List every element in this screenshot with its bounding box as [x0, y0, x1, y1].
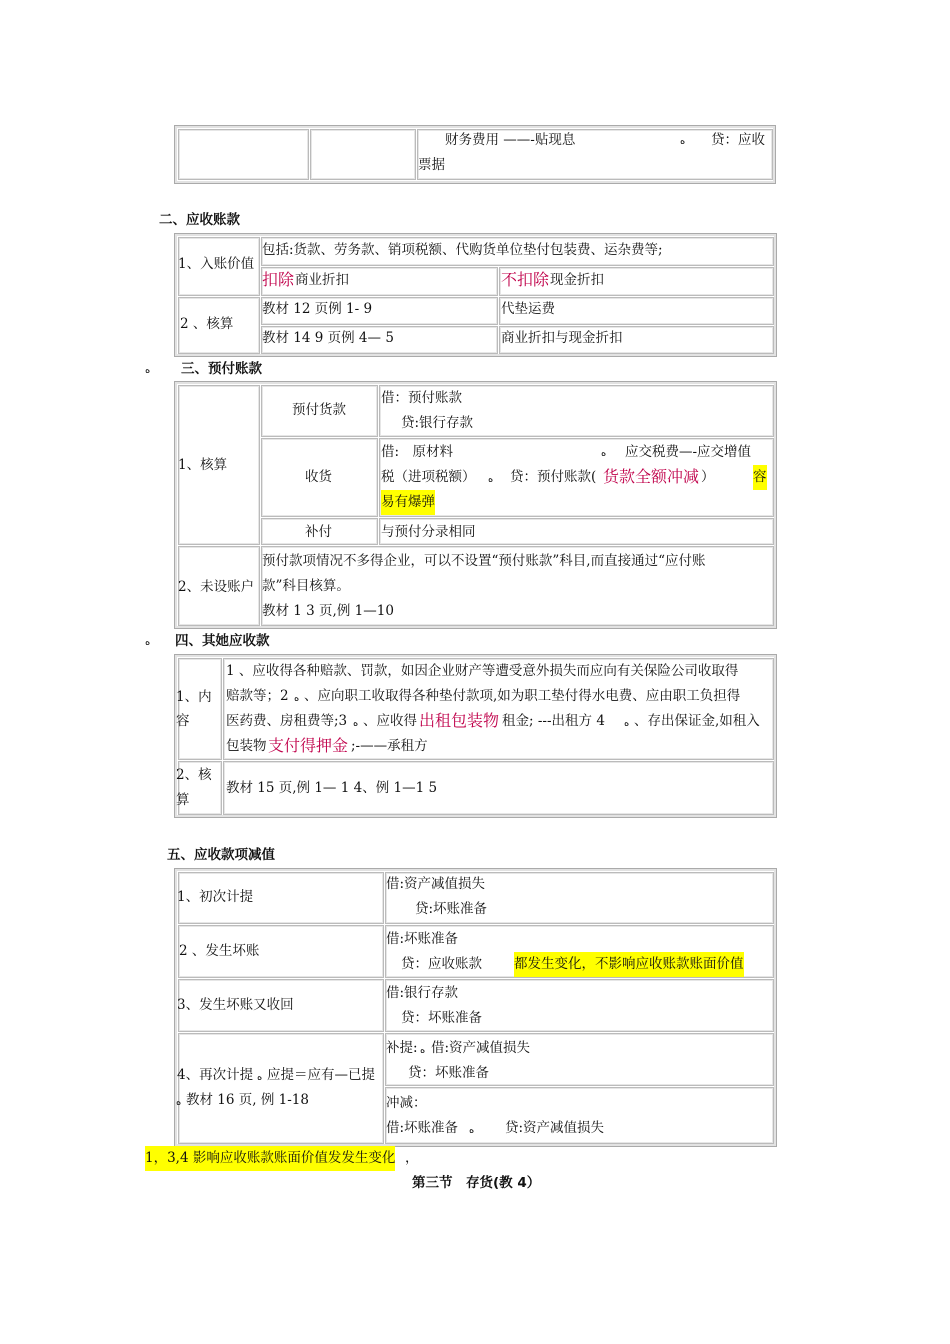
sec2-r2c: 教材 14 9 页例 4— 5 — [262, 330, 394, 346]
sec4-r1-label-2: 容 — [176, 713, 190, 729]
sec5-r1-l2: 贷:坏账准备 — [415, 901, 488, 917]
sec2-r1-text: 包括:货款、劳务款、销项税额、代购货单位垫付包装费、运杂费等; — [262, 242, 663, 258]
sec5-r4a-l1a: 补提: — [386, 1040, 418, 1056]
sec2-r2b: 代垫运费 — [501, 301, 555, 317]
sec4-r2-label-1: 2、核 — [176, 767, 212, 783]
sec5-r1-l1: 借:资产减值损失 — [386, 876, 486, 892]
top-line1-right: 贷：应收 — [711, 132, 765, 148]
sec5-r4a-l2: 贷：坏账准备 — [408, 1065, 489, 1081]
sec3-heading: 三、预付账款 — [181, 361, 262, 377]
sec5-r4b-l1: 冲减： — [386, 1095, 427, 1111]
sec3-a-line1: 借：预付账款 — [381, 390, 462, 406]
sec5-r4b-l2a: 借:坏账准备 — [386, 1120, 459, 1136]
sec2-r1-label: 1、入账价值 — [178, 256, 255, 272]
sec4-r1-l1: 1 、应收得各种赔款、罚款，如因企业财产等遭受意外损失而应向有关保险公司收取得 — [226, 663, 739, 679]
sec3-b-line1-left: 借: 原材料 — [381, 444, 454, 460]
sec4-r1-l4: 包装物 — [226, 738, 267, 754]
bullet-icon: ﻩ — [145, 637, 151, 648]
bullet-icon: ﻩ — [488, 474, 494, 485]
sec5-r1-label: 1、初次计提 — [177, 889, 254, 905]
sec5-r2-l2: 贷：应收账款 — [401, 956, 482, 972]
sec3-b-line2-b: 贷：预付账款( — [510, 469, 597, 485]
top-cell-2 — [310, 129, 416, 180]
sec5-r3-l2: 贷：坏账准备 — [401, 1010, 482, 1026]
sec3-b-line2-red: 货款全额冲减 — [603, 467, 700, 486]
bullet-icon: ﻩ — [176, 1097, 182, 1108]
sec3-b-line1-right: 应交税费—-应交增值 — [625, 444, 752, 460]
sec5-r4-label-1: 4、再次计提 — [177, 1067, 254, 1083]
sec4-r2-text: 教材 15 页,例 1— 1 4、例 1—1 5 — [226, 780, 438, 796]
sec3-r2-line2: 款”科目核算。 — [262, 578, 350, 594]
sec5-r4b-l2b: 贷:资产减值损失 — [505, 1120, 605, 1136]
sec5-r4-label-1b: 应提＝应有—已提 — [267, 1067, 375, 1083]
sec3-c-label: 补付 — [305, 524, 332, 540]
sec5-r4-label-2: 教材 16 页, 例 1-18 — [186, 1092, 309, 1108]
bullet-icon: ﻩ — [353, 718, 359, 729]
bullet-icon: ﻩ — [145, 365, 151, 376]
sec3-b-highlight-1: 容 — [753, 465, 767, 490]
sec4-r1-label-1: 1、内 — [176, 689, 212, 705]
sec2-r1b-red: 扣除 — [262, 270, 295, 289]
bullet-icon: ﻩ — [601, 448, 607, 459]
sec4-heading: 四、其她应收款 — [175, 633, 270, 649]
footer-note-tail: ， — [405, 1150, 419, 1166]
sec2-r2d: 商业折扣与现金折扣 — [501, 330, 623, 346]
sec4-r1-l4-red: 支付得押金 — [268, 736, 349, 755]
sec4-r1-l3: 医药费、房租费等;3 — [226, 713, 348, 729]
sec4-r1-l3d: 、存出保证金,如租入 — [634, 713, 760, 729]
sec2-r2-label: 2 、核算 — [180, 316, 234, 332]
bullet-icon: ﻩ — [624, 718, 630, 729]
sec3-r1-label: 1、核算 — [178, 457, 228, 473]
sec2-r2a: 教材 12 页例 1- 9 — [262, 301, 373, 317]
sec5-r3-l1: 借:银行存款 — [386, 985, 459, 1001]
sec4-r1-l2: 赔款等；2 — [226, 688, 289, 704]
sec3-a-label: 预付货款 — [292, 402, 346, 418]
sec5-r2-l1: 借:坏账准备 — [386, 931, 459, 947]
sec3-a-line2: 贷:银行存款 — [401, 415, 474, 431]
sec4-r2-label-2: 算 — [176, 792, 190, 808]
sec3-b-line2-a: 税（进项税额） — [381, 469, 476, 485]
sec3-r2-line3: 教材 1 3 页,例 1—10 — [262, 603, 394, 619]
sec4-r1-l3-red: 出租包装物 — [419, 711, 500, 730]
bullet-icon: ﻩ — [294, 693, 300, 704]
bullet-icon: ﻩ — [469, 1125, 475, 1136]
sec5-r4a-l1b: 借:资产减值损失 — [431, 1040, 531, 1056]
sec5-r2-highlight: 都发生变化，不影响应收账款账面价值 — [514, 952, 744, 977]
sec5-r3-label: 3、发生坏账又收回 — [177, 997, 294, 1013]
sec5-heading: 五、应收款项减值 — [167, 847, 275, 863]
sec3-b-line2-c: ） — [701, 469, 715, 485]
sec2-r1c-red: 不扣除 — [501, 270, 550, 289]
sec3-b-highlight-2: 易有爆弹 — [381, 490, 435, 515]
footer-note: 1，3,4 影响应收账款账面价值发发生变化 — [145, 1146, 395, 1171]
top-line2: 票据 — [418, 157, 445, 173]
sec2-r1b-text: 商业折扣 — [295, 272, 349, 288]
sec3-c-text: 与预付分录相同 — [381, 524, 476, 540]
sec4-r1-l3b: 、应收得 — [363, 713, 417, 729]
top-cell-1 — [178, 129, 309, 180]
sec5-r2-label: 2 、发生坏账 — [179, 943, 260, 959]
bullet-icon: ﻩ — [420, 1045, 426, 1056]
sec2-r1c-text: 现金折扣 — [550, 272, 604, 288]
sec2-heading: 二、应收账款 — [159, 212, 240, 228]
sec4-r1-l4b: ;-——承租方 — [351, 738, 428, 754]
bullet-icon: ﻩ — [257, 1072, 263, 1083]
bullet-icon: ﻩ — [680, 136, 686, 147]
top-line1-left: 财务费用 ——-贴现息 — [445, 132, 576, 148]
sec3-b-label: 收货 — [305, 469, 332, 485]
sec4-r1-l3c: 租金; ---出租方 4 — [502, 713, 605, 729]
sec3-r2-label: 2、未设账户 — [178, 579, 255, 595]
sec3-r2-line1: 预付款项情况不多得企业，可以不设置“预付账款”科目,而直接通过“应付账 — [262, 553, 706, 569]
sec4-r1-l2b: 、应向职工收取得各种垫付款项,如为职工垫付得水电费、应由职工负担得 — [304, 688, 741, 704]
section-title: 第三节 存货(教 4） — [412, 1175, 541, 1191]
